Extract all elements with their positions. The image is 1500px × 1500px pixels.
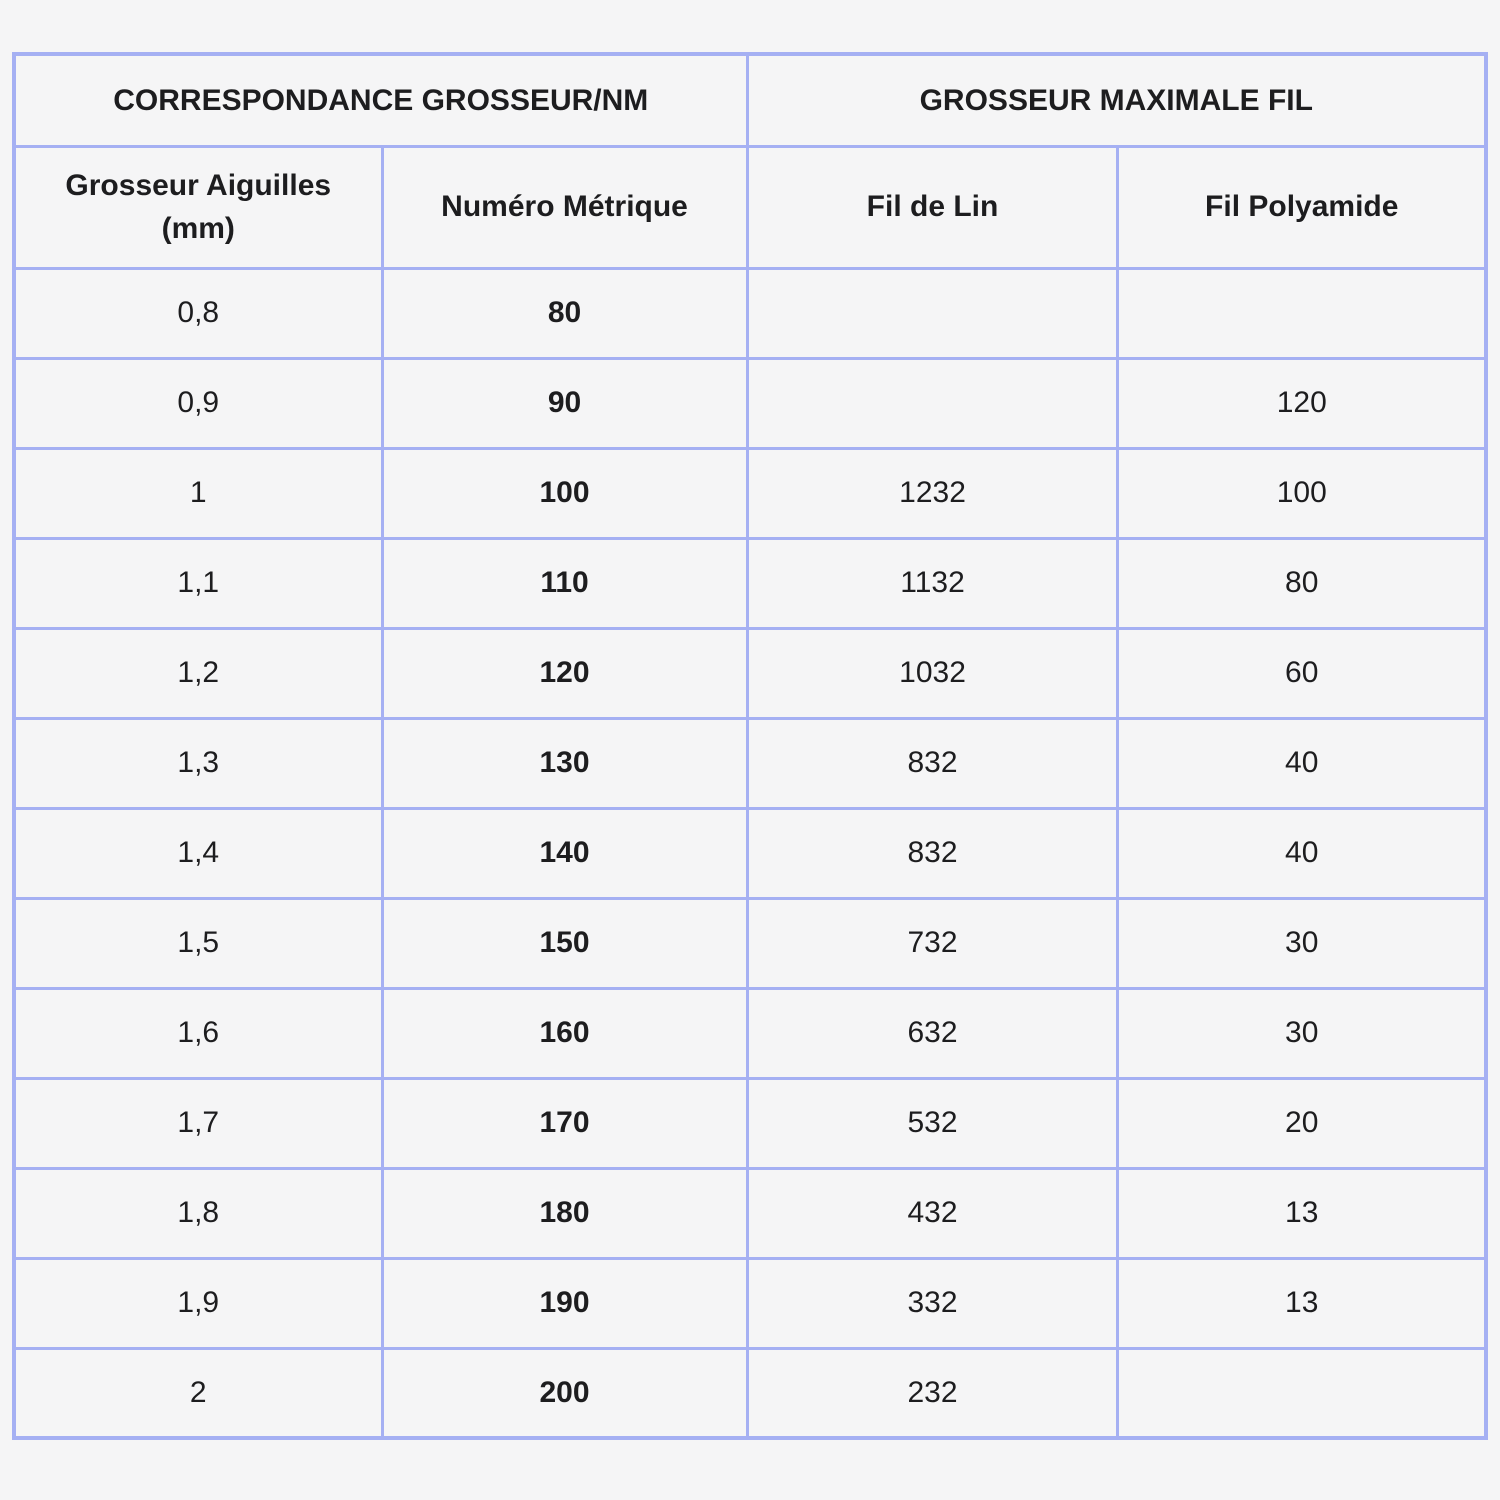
table-row xyxy=(14,1078,1486,1168)
metric-number-cell: 150 xyxy=(382,898,747,988)
needle-size-cell: 2 xyxy=(14,1348,382,1438)
needle-size-cell: 1,5 xyxy=(14,898,382,988)
table-row xyxy=(14,1258,1486,1348)
linen-thread-max-cell: 332 xyxy=(747,1258,1118,1348)
table-row xyxy=(14,268,1486,358)
linen-thread-max-cell xyxy=(747,358,1118,448)
table-row xyxy=(14,538,1486,628)
col-header-fil-polyamide: Fil Polyamide xyxy=(1118,146,1486,268)
table-row xyxy=(14,358,1486,448)
polyamide-thread-max-cell: 100 xyxy=(1118,448,1486,538)
needle-size-cell: 1,4 xyxy=(14,808,382,898)
table-row xyxy=(14,988,1486,1078)
linen-thread-max-cell: 832 xyxy=(747,718,1118,808)
metric-number-cell: 200 xyxy=(382,1348,747,1438)
polyamide-thread-max-cell: 40 xyxy=(1118,718,1486,808)
metric-number-cell: 190 xyxy=(382,1258,747,1348)
col-header-fil-de-lin: Fil de Lin xyxy=(747,146,1118,268)
table-row xyxy=(14,718,1486,808)
needle-size-cell: 0,9 xyxy=(14,358,382,448)
polyamide-thread-max-cell: 120 xyxy=(1118,358,1486,448)
linen-thread-max-cell: 1132 xyxy=(747,538,1118,628)
linen-thread-max-cell: 432 xyxy=(747,1168,1118,1258)
needle-size-cell: 1,2 xyxy=(14,628,382,718)
table-row xyxy=(14,808,1486,898)
metric-number-cell: 180 xyxy=(382,1168,747,1258)
group-header-grosseur-maximale-fil: GROSSEUR MAXIMALE FIL xyxy=(747,54,1486,146)
needle-size-cell: 1 xyxy=(14,448,382,538)
polyamide-thread-max-cell: 40 xyxy=(1118,808,1486,898)
metric-number-cell: 100 xyxy=(382,448,747,538)
needle-size-cell: 1,1 xyxy=(14,538,382,628)
table-row xyxy=(14,1348,1486,1438)
metric-number-cell: 120 xyxy=(382,628,747,718)
polyamide-thread-max-cell xyxy=(1118,1348,1486,1438)
linen-thread-max-cell: 732 xyxy=(747,898,1118,988)
needle-size-cell: 1,6 xyxy=(14,988,382,1078)
polyamide-thread-max-cell xyxy=(1118,268,1486,358)
table-row xyxy=(14,898,1486,988)
table-row xyxy=(14,1168,1486,1258)
metric-number-cell: 110 xyxy=(382,538,747,628)
metric-number-cell: 170 xyxy=(382,1078,747,1168)
needle-size-cell: 1,7 xyxy=(14,1078,382,1168)
column-header-row xyxy=(14,146,1486,268)
linen-thread-max-cell: 832 xyxy=(747,808,1118,898)
table-row xyxy=(14,448,1486,538)
needle-thread-size-table xyxy=(12,52,1488,1440)
table-body xyxy=(14,268,1486,1438)
needle-size-cell: 1,8 xyxy=(14,1168,382,1258)
group-header-correspondance-grosseur-nm: CORRESPONDANCE GROSSEUR/NM xyxy=(14,54,747,146)
group-header-row xyxy=(14,54,1486,146)
polyamide-thread-max-cell: 13 xyxy=(1118,1168,1486,1258)
linen-thread-max-cell: 232 xyxy=(747,1348,1118,1438)
col-header-numero-metrique: Numéro Métrique xyxy=(382,146,747,268)
linen-thread-max-cell: 532 xyxy=(747,1078,1118,1168)
needle-size-cell: 1,3 xyxy=(14,718,382,808)
linen-thread-max-cell xyxy=(747,268,1118,358)
metric-number-cell: 130 xyxy=(382,718,747,808)
needle-size-cell: 0,8 xyxy=(14,268,382,358)
metric-number-cell: 140 xyxy=(382,808,747,898)
linen-thread-max-cell: 632 xyxy=(747,988,1118,1078)
table-row xyxy=(14,628,1486,718)
linen-thread-max-cell: 1232 xyxy=(747,448,1118,538)
polyamide-thread-max-cell: 20 xyxy=(1118,1078,1486,1168)
polyamide-thread-max-cell: 30 xyxy=(1118,988,1486,1078)
polyamide-thread-max-cell: 13 xyxy=(1118,1258,1486,1348)
col-header-grosseur-aiguilles-mm: Grosseur Aiguilles (mm) xyxy=(14,146,382,268)
polyamide-thread-max-cell: 60 xyxy=(1118,628,1486,718)
polyamide-thread-max-cell: 80 xyxy=(1118,538,1486,628)
polyamide-thread-max-cell: 30 xyxy=(1118,898,1486,988)
metric-number-cell: 80 xyxy=(382,268,747,358)
needle-size-cell: 1,9 xyxy=(14,1258,382,1348)
linen-thread-max-cell: 1032 xyxy=(747,628,1118,718)
metric-number-cell: 160 xyxy=(382,988,747,1078)
table-header xyxy=(14,54,1486,268)
metric-number-cell: 90 xyxy=(382,358,747,448)
